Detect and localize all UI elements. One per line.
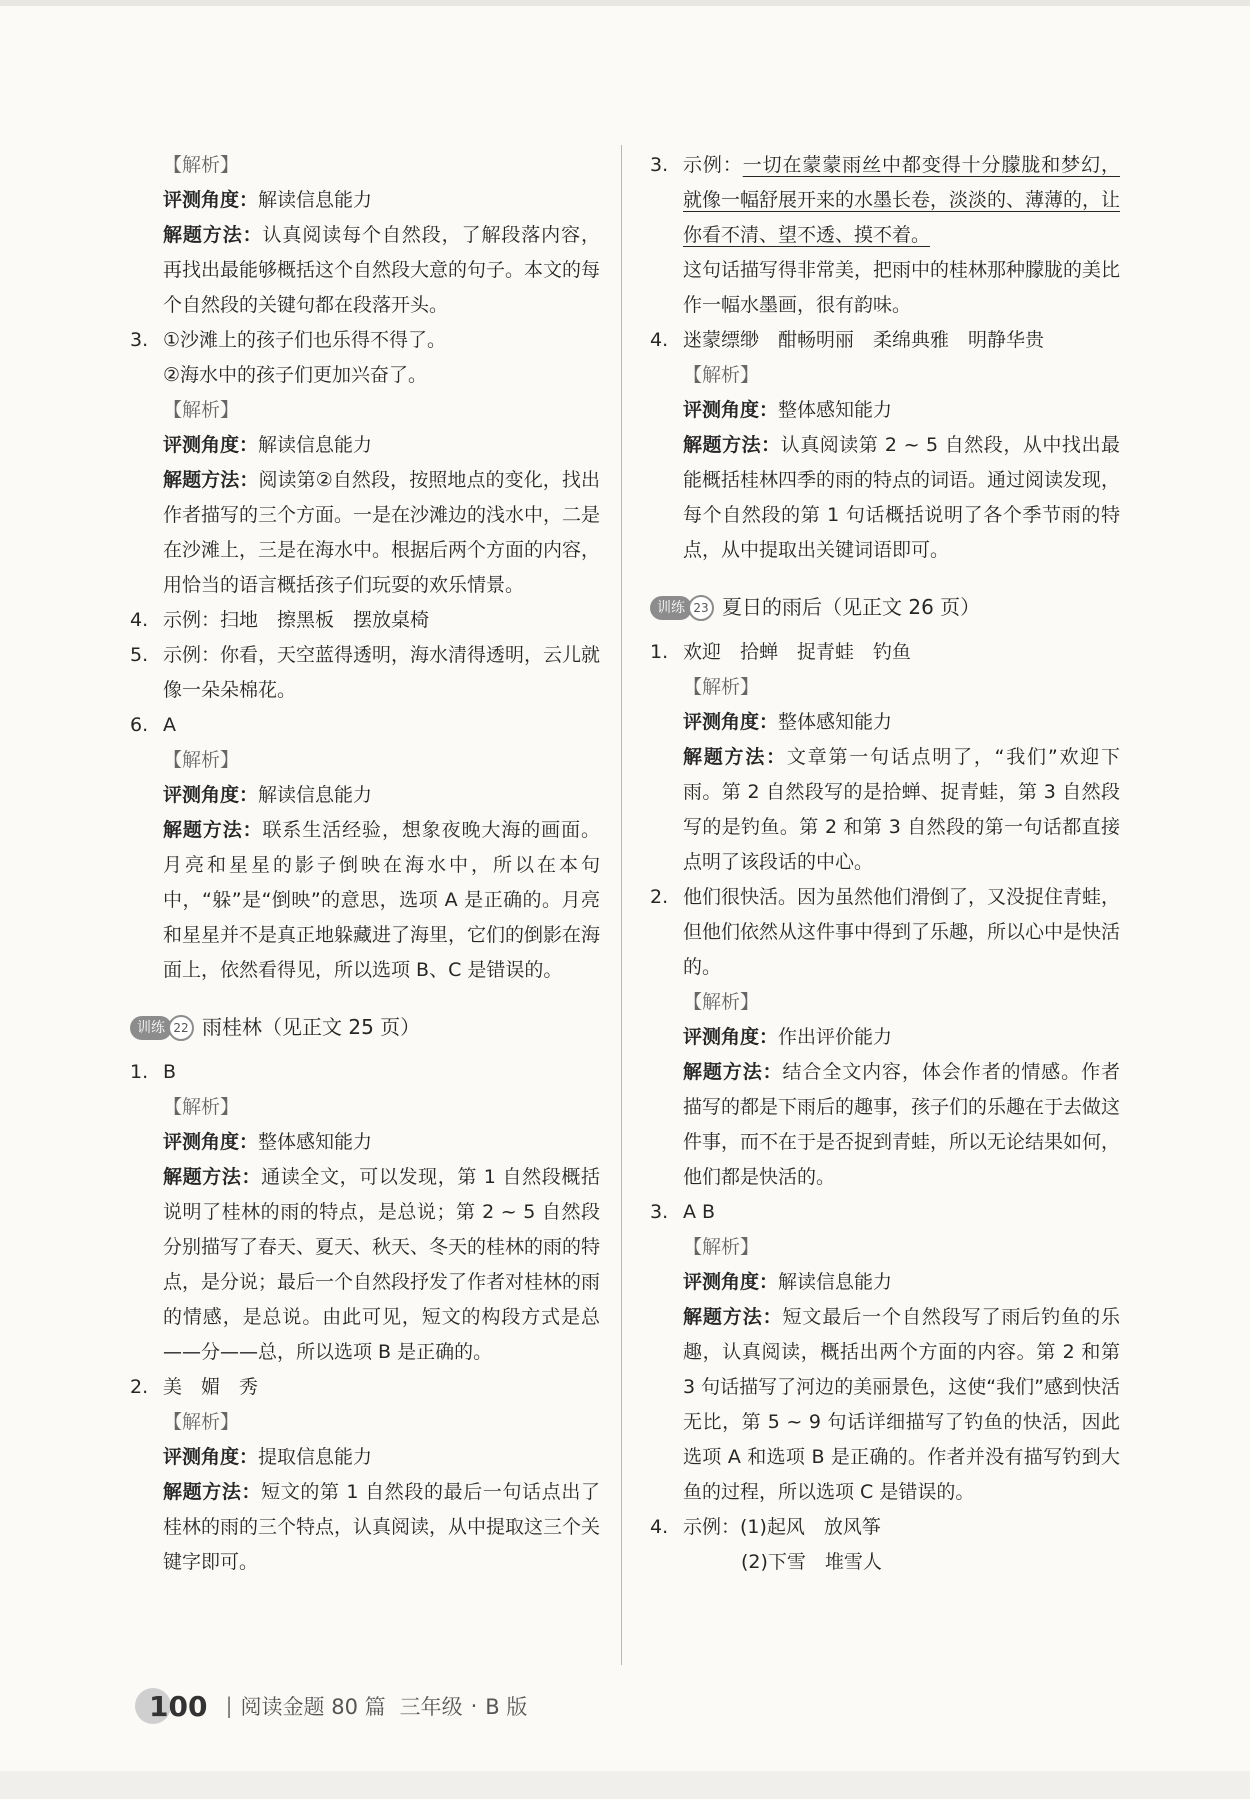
angle-text: 解读信息能力 <box>778 1271 893 1293</box>
question-number: 2. <box>650 886 669 908</box>
method-label: 解题方法： <box>163 1481 262 1503</box>
grade-label: 三年级 <box>399 1695 463 1719</box>
method-label: 解题方法： <box>163 224 263 246</box>
s23-question-3 <box>650 1195 1120 1510</box>
answer-text: 示例：你看，天空蓝得透明，海水清得透明，云儿就像一朵朵棉花。 <box>163 644 601 701</box>
method-text: 短文的第 1 自然段的最后一句话点出了桂林的雨的三个特点，认真阅读，从中提取这三个关键字即可。 <box>163 1481 601 1573</box>
answer-text: 美 媚 秀 <box>163 1376 259 1398</box>
analysis-tag: 【解析】 <box>683 364 760 386</box>
explain-text: 这句话描写得非常美，把雨中的桂林那种朦胧的美比作一幅水墨画，很有韵味。 <box>683 259 1121 316</box>
method-label: 解题方法： <box>163 1166 262 1188</box>
analysis-tag: 【解析】 <box>683 1236 760 1258</box>
answer-text: B <box>163 1061 177 1083</box>
angle-text: 作出评价能力 <box>778 1026 893 1048</box>
analysis-tag: 【解析】 <box>163 399 240 421</box>
method-text: 通读全文，可以发现，第 1 自然段概括说明了桂林的雨的特点，是总说；第 2 ~ 5 自然段分别描写了春天、夏天、秋天、冬天的桂林的雨的特点，是分说；最后一个自然段抒发了作者对桂林的雨的情感，是总说。由此可见，短文的构段方式是总——分——总，所以选项 B 是正确的。 <box>163 1166 601 1363</box>
question-number: 2. <box>130 1376 149 1398</box>
angle-label: 评测角度： <box>163 434 259 456</box>
answer-line: ①沙滩上的孩子们也乐得不得了。 <box>163 329 447 351</box>
question-3 <box>130 323 600 603</box>
question-number: 3. <box>130 329 149 351</box>
angle-label: 评测角度： <box>683 1271 779 1293</box>
analysis-tag: 【解析】 <box>683 676 760 698</box>
question-number: 6. <box>130 714 149 736</box>
edition-label: B 版 <box>485 1695 528 1719</box>
answer-block <box>130 148 600 323</box>
angle-text: 解读信息能力 <box>258 434 373 456</box>
analysis-tag: 【解析】 <box>163 1411 240 1433</box>
angle-text: 整体感知能力 <box>258 1131 373 1153</box>
question-6 <box>130 708 600 988</box>
question-4 <box>130 603 600 638</box>
method-text: 短文最后一个自然段写了雨后钓鱼的乐趣，认真阅读，概括出两个方面的内容。第 2 和第 3 句话描写了河边的美丽景色，这使“我们”感到快活无比，第 5 ~ 9 句话详细描写了钓鱼的快活，因此选项 A 和选项 B 是正确的。作者并没有描写钓到大鱼的过程，所以选项 C 是错误的。 <box>683 1306 1120 1503</box>
analysis-tag: 【解析】 <box>163 154 240 176</box>
r-question-4 <box>650 323 1120 568</box>
angle-text: 整体感知能力 <box>778 399 893 421</box>
angle-label: 评测角度： <box>163 784 259 806</box>
method-label: 解题方法： <box>683 1061 783 1083</box>
method-text: 认真阅读第 2 ~ 5 自然段，从中找出最能概括桂林四季的雨的特点的词语。通过阅读发现，每个自然段的第 1 句话概括说明了各个季节雨的特点，从中提取出关键词语即可。 <box>683 434 1121 561</box>
column-divider <box>621 145 622 1665</box>
question-number: 4. <box>650 1516 669 1538</box>
right-column <box>650 148 1120 1580</box>
underlined-answer: 一切在蒙蒙雨丝中都变得十分朦胧和梦幻，就像一幅舒展开来的水墨长卷，淡淡的、薄薄的，让你看不清、望不透、摸不着。 <box>683 154 1121 246</box>
angle-text: 解读信息能力 <box>258 189 373 211</box>
answer-text: A <box>163 714 176 736</box>
method-label: 解题方法： <box>683 746 787 768</box>
page-footer <box>135 1688 527 1724</box>
s23-question-1 <box>650 635 1120 880</box>
training-badge-number: 22 <box>168 1015 194 1041</box>
method-label: 解题方法： <box>683 1306 783 1328</box>
angle-label: 评测角度： <box>163 1446 259 1468</box>
left-column <box>130 148 600 1580</box>
section-header-22 <box>130 1010 600 1045</box>
r-question-3 <box>650 148 1120 323</box>
method-label: 解题方法： <box>683 434 781 456</box>
s22-question-1 <box>130 1055 600 1370</box>
angle-label: 评测角度： <box>683 711 779 733</box>
angle-label: 评测角度： <box>163 1131 259 1153</box>
s23-question-2 <box>650 880 1120 1195</box>
question-number: 4. <box>130 609 149 631</box>
page-bottom-edge <box>0 1771 1250 1799</box>
answer-line: (2)下雪 堆雪人 <box>741 1551 882 1573</box>
question-5 <box>130 638 600 708</box>
footer-separator: | <box>225 1694 233 1718</box>
analysis-tag: 【解析】 <box>163 749 240 771</box>
angle-text: 提取信息能力 <box>258 1446 373 1468</box>
s23-question-4 <box>650 1510 1120 1580</box>
training-badge <box>650 595 714 621</box>
method-text: 文章第一句话点明了，“我们”欢迎下雨。第 2 自然段写的是拾蝉、捉青蛙，第 3 自然段写的是钓鱼。第 2 和第 3 自然段的第一句话都直接点明了该段话的中心。 <box>683 746 1120 873</box>
book-title: 阅读金题 80 篇 <box>240 1695 386 1719</box>
training-badge-label: 训练 <box>650 596 692 620</box>
method-text: 阅读第②自然段，按照地点的变化，找出作者描写的三个方面。一是在沙滩边的浅水中，二是在沙滩上，三是在海水中。根据后两个方面的内容，用恰当的语言概括孩子们玩耍的欢乐情景。 <box>163 469 601 596</box>
angle-text: 整体感知能力 <box>778 711 893 733</box>
page-number: 100 <box>149 1689 208 1723</box>
question-number: 3. <box>650 1201 669 1223</box>
training-badge-label: 训练 <box>130 1016 172 1040</box>
page-top-edge <box>0 0 1250 6</box>
answer-line: ②海水中的孩子们更加兴奋了。 <box>163 364 428 386</box>
answer-line: 示例：(1)起风 放风筝 <box>683 1516 881 1538</box>
method-text: 认真阅读每个自然段，了解段落内容，再找出最能够概括这个自然段大意的句子。本文的每个自然段的关键句都在段落开头。 <box>163 224 601 316</box>
method-text: 联系生活经验，想象夜晚大海的画面。月亮和星星的影子倒映在海水中，所以在本句中，“躲”是“倒映”的意思，选项 A 是正确的。月亮和星星并不是真正地躲藏进了海里，它们的倒影在海面上，依然看得见，所以选项 B、C 是错误的。 <box>163 819 601 981</box>
question-number: 1. <box>650 641 669 663</box>
training-badge-number: 23 <box>688 595 714 621</box>
angle-label: 评测角度： <box>683 1026 779 1048</box>
answer-text: 他们很快活。因为虽然他们滑倒了，又没捉住青蛙，但他们依然从这件事中得到了乐趣，所以心中是快活的。 <box>683 886 1121 978</box>
analysis-tag: 【解析】 <box>683 991 760 1013</box>
answer-text: 欢迎 拾蝉 捉青蛙 钓鱼 <box>683 641 912 663</box>
question-number: 5. <box>130 644 149 666</box>
answer-text: 示例：扫地 擦黑板 摆放桌椅 <box>163 609 430 631</box>
method-text: 结合全文内容，体会作者的情感。作者描写的都是下雨后的趣事，孩子们的乐趣在于去做这件事，而不在于是否捉到青蛙，所以无论结果如何，他们都是快活的。 <box>683 1061 1121 1188</box>
method-label: 解题方法： <box>163 469 259 491</box>
method-label: 解题方法： <box>163 819 263 841</box>
angle-label: 评测角度： <box>683 399 779 421</box>
angle-label: 评测角度： <box>163 189 259 211</box>
answer-text: A B <box>683 1201 716 1223</box>
answer-text: 迷蒙缥缈 酣畅明丽 柔绵典雅 明静华贵 <box>683 329 1045 351</box>
section-title: 雨桂林（见正文 25 页） <box>202 1015 421 1039</box>
question-number: 3. <box>650 154 669 176</box>
question-number: 4. <box>650 329 669 351</box>
angle-text: 解读信息能力 <box>258 784 373 806</box>
example-prefix: 示例： <box>683 154 743 176</box>
training-badge <box>130 1015 194 1041</box>
analysis-tag: 【解析】 <box>163 1096 240 1118</box>
footer-dot: · <box>470 1694 478 1718</box>
section-header-23 <box>650 590 1120 625</box>
s22-question-2 <box>130 1370 600 1580</box>
question-number: 1. <box>130 1061 149 1083</box>
section-title: 夏日的雨后（见正文 26 页） <box>722 595 981 619</box>
